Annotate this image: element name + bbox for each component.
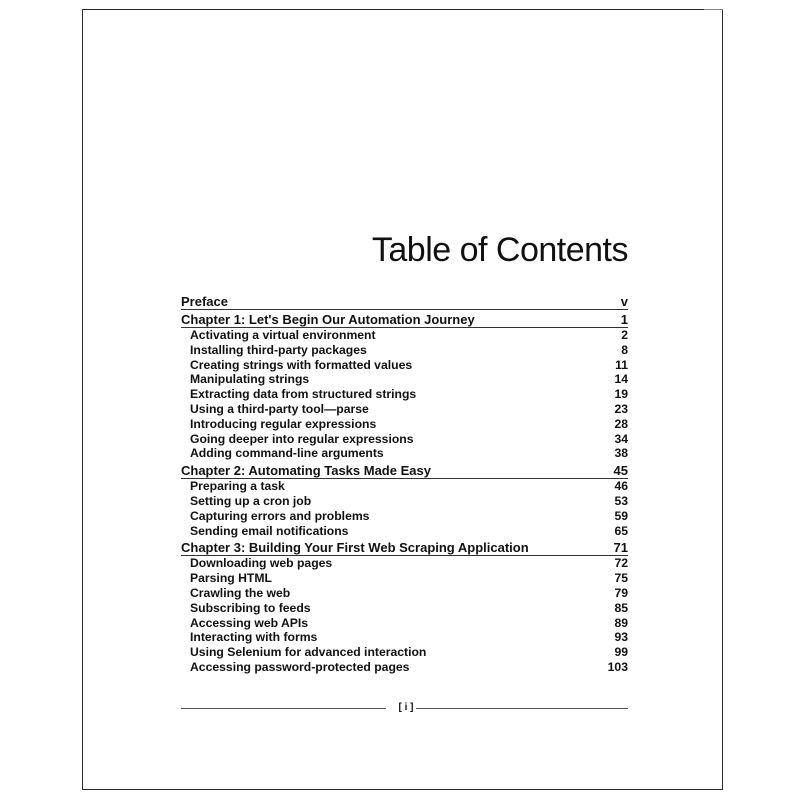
- page-title: Table of Contents: [371, 231, 628, 269]
- page-corner-mark: [704, 9, 723, 10]
- toc-entry-title: Chapter 1: Let's Begin Our Automation Journey: [181, 312, 475, 327]
- toc-entry-page: 8: [621, 342, 628, 357]
- toc-entry[interactable]: [181, 417, 628, 432]
- toc-entry-page: 93: [614, 630, 628, 645]
- toc-entry-page: 45: [613, 463, 628, 479]
- toc-entry-title: Using a third-party tool—parse: [190, 401, 369, 416]
- toc-entry-title: Chapter 2: Automating Tasks Made Easy: [181, 463, 431, 479]
- toc-entry-page: 99: [614, 645, 628, 660]
- toc-entry[interactable]: [181, 616, 628, 631]
- toc-entry-page: 38: [614, 446, 628, 461]
- toc-entry-page: 89: [614, 615, 628, 630]
- toc-entry-page: 65: [614, 523, 628, 538]
- toc-entry[interactable]: [181, 601, 628, 616]
- toc-entry-chapter-2[interactable]: [181, 461, 628, 479]
- toc-entry-title: Accessing password-protected pages: [190, 659, 410, 674]
- toc-entry-title: Extracting data from structured strings: [190, 387, 417, 402]
- toc-entry[interactable]: [181, 358, 628, 373]
- toc-entry-title: Introducing regular expressions: [190, 416, 377, 431]
- toc-entry-title: Sending email notifications: [190, 523, 349, 538]
- toc-entry[interactable]: [181, 524, 628, 539]
- toc-entry-title: Creating strings with formatted values: [190, 357, 413, 372]
- toc-entry-page: 19: [614, 387, 628, 402]
- toc-entry-title: Capturing errors and problems: [190, 508, 370, 523]
- toc-entry-page: 46: [614, 479, 628, 494]
- toc-entry-page: 14: [614, 372, 628, 387]
- toc-entry[interactable]: [181, 432, 628, 447]
- toc-entry-page: 34: [614, 431, 628, 446]
- toc-entry-page: 28: [614, 416, 628, 431]
- toc-entry-title: Parsing HTML: [190, 571, 272, 586]
- toc-entry-title: Going deeper into regular expressions: [190, 431, 414, 446]
- toc-entry[interactable]: [181, 446, 628, 461]
- toc-entry[interactable]: [181, 645, 628, 660]
- toc-entry-page: 53: [614, 493, 628, 508]
- footer-rule-left: [181, 708, 386, 709]
- toc-entry-page: 85: [614, 600, 628, 615]
- toc-entry-page: 1: [620, 312, 628, 327]
- footer-rule-right: [416, 708, 628, 709]
- toc-entry-title: Setting up a cron job: [190, 493, 312, 508]
- toc-entry-page: 23: [614, 401, 628, 416]
- toc-entry-title: Interacting with forms: [190, 630, 318, 645]
- toc-entry[interactable]: [181, 328, 628, 343]
- toc-entry-page: 59: [614, 508, 628, 523]
- toc-entry-title: Downloading web pages: [190, 556, 333, 571]
- page-number: [ i ]: [398, 702, 414, 713]
- toc-entry-title: Accessing web APIs: [190, 615, 309, 630]
- toc-entry-title: Activating a virtual environment: [190, 328, 376, 342]
- toc-entry[interactable]: [181, 586, 628, 601]
- toc-entry-page: 79: [614, 585, 628, 600]
- toc-entry[interactable]: [181, 509, 628, 524]
- page-footer: [181, 700, 628, 716]
- table-of-contents: [181, 292, 628, 675]
- toc-entry-title: Using Selenium for advanced interaction: [190, 645, 427, 660]
- toc-entry[interactable]: [181, 372, 628, 387]
- toc-entry[interactable]: [181, 630, 628, 645]
- toc-entry[interactable]: [181, 660, 628, 675]
- toc-entry-title: Installing third-party packages: [190, 342, 367, 357]
- toc-entry-chapter-1[interactable]: [181, 310, 628, 328]
- toc-entry-title: Preparing a task: [190, 479, 285, 494]
- toc-entry-title: Manipulating strings: [190, 372, 310, 387]
- toc-entry[interactable]: [181, 479, 628, 494]
- toc-entry-title: Preface: [181, 294, 228, 309]
- toc-entry-page: 103: [607, 659, 628, 674]
- toc-entry[interactable]: [181, 343, 628, 358]
- toc-entry-page: 71: [613, 540, 628, 556]
- toc-entry-page: 2: [621, 328, 628, 342]
- toc-entry-title: Crawling the web: [190, 585, 291, 600]
- toc-entry-page: v: [620, 294, 628, 309]
- toc-entry-page: 75: [614, 571, 628, 586]
- toc-entry-page: 11: [615, 357, 628, 372]
- toc-entry-title: Chapter 3: Building Your First Web Scraping Application: [181, 540, 529, 556]
- toc-entry-title: Subscribing to feeds: [190, 600, 311, 615]
- toc-entry-page: 72: [614, 556, 628, 571]
- toc-entry[interactable]: [181, 494, 628, 509]
- toc-entry[interactable]: [181, 387, 628, 402]
- toc-entry[interactable]: [181, 556, 628, 571]
- toc-entry[interactable]: [181, 402, 628, 417]
- toc-entry[interactable]: [181, 571, 628, 586]
- toc-entry-chapter-3[interactable]: [181, 538, 628, 556]
- toc-entry-title: Adding command-line arguments: [190, 446, 384, 461]
- toc-entry-preface[interactable]: [181, 292, 628, 310]
